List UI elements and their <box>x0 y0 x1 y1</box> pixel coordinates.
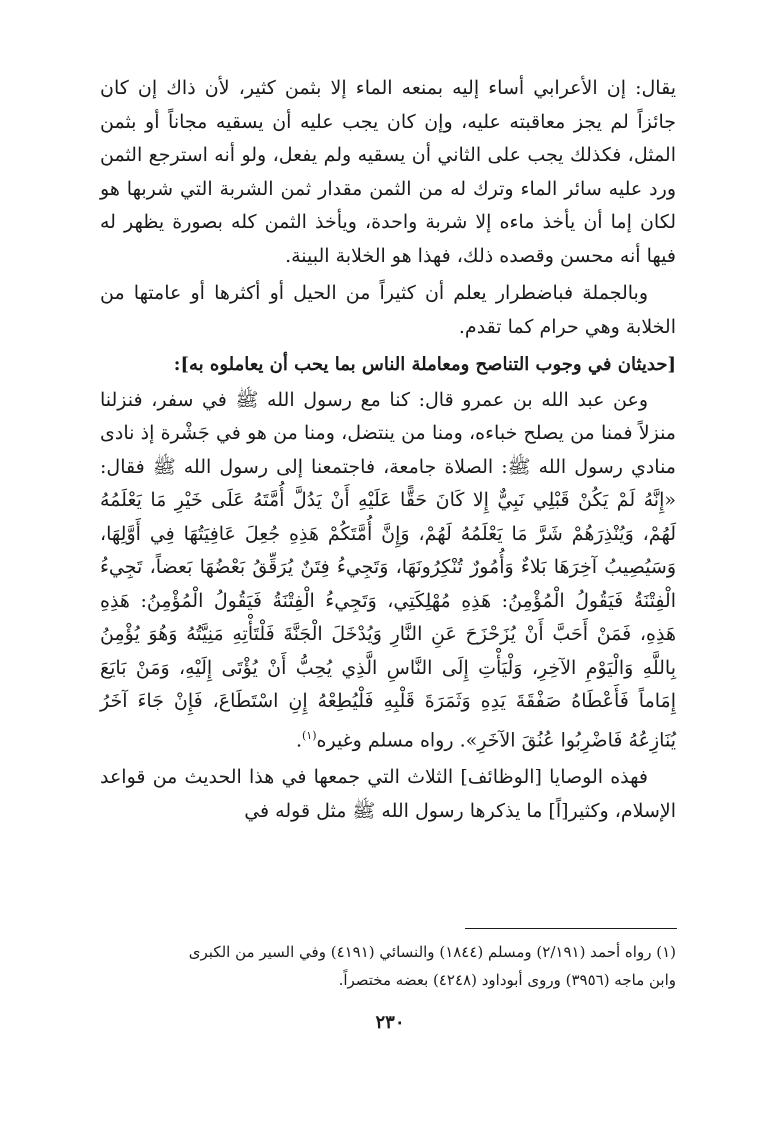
paragraph-4: فهذه الوصايا [الوظائف] الثلاث التي جمعها في هذا الحديث من قواعد الإسلام، وكثير[اً] ما يذكرها رسول الله ﷺ مثل قوله في <box>100 766 676 822</box>
main-text <box>100 72 676 828</box>
section-heading: [حديثان في وجوب التناصح ومعاملة الناس بما يحب أن يعاملوه به]: <box>173 354 676 375</box>
footnote-1-line-1: (١) رواه أحمد (٢/١٩١) ومسلم (١٨٤٤) والنسائي (٤١٩١) وفي السير من الكبرى <box>188 943 676 961</box>
hadith-text: وعن عبد الله بن عمرو قال: كنا مع رسول الله ﷺ في سفر، فنزلنا منزلاً فمنا من يصلح خباءه، ومنا من ينتضل، ومنا من هو في جَشْرة إذ نادى منادي رسول الله ﷺ: الصلاة جامعة، فاجتمعنا إلى رسول الله ﷺ فقال: «إِنَّهُ لَمْ يَكُنْ قَبْلِي نَبِيٌّ إِلا كَانَ حَقًّا عَلَيْهِ أَنْ يَدُلَّ أُمَّتَهُ عَلَى خَيْرِ مَا يَعْلَمُهُ لَهُمْ، وَيُنْذِرَهُمْ شَرَّ مَا يَعْلَمُهُ لَهُمْ، وَإِنَّ أُمَّتَكُمْ هَذِهِ جُعِلَ عَافِيَتُهَا فِي أَوَّلِهَا، وَسَيُصِيبُ آخِرَهَا بَلاءٌ وَأُمُورٌ تُنْكِرُونَهَا، وَتَجِيءُ فِتَنٌ يُرَقِّقُ بَعْضُهَا بَعضاً، تَجِيءُ الْفِتْنَةُ فَيَقُولُ الْمُؤْمِنُ: هَذِهِ مُهْلِكَتِي، وَتَجِيءُ الْفِتْنَةُ فَيَقُولُ الْمُؤْمِنُ: هَذِهِ هَذِهِ، فَمَنْ أَحَبَّ أَنْ يُزَحْزَحَ عَنِ النَّارِ وَيُدْخَلَ الْجَنَّةَ فَلْتَأْتِهِ مَنِيَّتُهُ وَهُوَ يُؤْمِنُ بِاللَّهِ وَالْيَوْمِ الآخِرِ، وَلْيَأْتِ إِلَى النَّاسِ الَّذِي يُحِبُّ أَنْ يُؤْتَى إِلَيْهِ، وَمَنْ بَايَعَ إِمَاماً فَأَعْطَاهُ صَفْقَةَ يَدِهِ وَثَمَرَةَ قَلْبِهِ فَلْيُطِعْهُ إِنِ اسْتَطَاعَ، فَإِنْ جَاءَ آخَرُ يُنَازِعُهُ فَاضْرِبُوا عُنُقَ الآخَرِ». رواه مسلم وغيره <box>100 388 676 751</box>
footnote-1-line-2: وابن ماجه (٣٩٥٦) وروى أبوداود (٤٢٤٨) بعضه مختصراً. <box>338 971 676 989</box>
footnotes <box>90 938 676 994</box>
paragraph-1: يقال: إن الأعرابي أساء إليه بمنعه الماء إلا بثمن كثير، لأن ذاك إن كان جائزاً لم يجز معاقبته عليه، وإن كان يجب عليه أن يسقيه مجاناً أو بثمن المثل، فكذلك يجب على الثاني أن يسقيه ولم يفعل، ولو أنه استرجع الثمن ورد عليه سائر الماء وترك له من الثمن مقدار ثمن الشربة التي شربها هو لكان إما أن يأخذ ماءه إلا شربة واحدة، ويأخذ الثمن كله بصورة يظهر له فيها أنه محسن وقصده ذلك، فهذا هو الخلابة البينة. <box>100 77 676 267</box>
page-number: ٢٣٠ <box>375 1012 405 1033</box>
footnote-marker: (١) <box>302 728 317 742</box>
hadith-text-end: . <box>295 728 302 751</box>
paragraph-3 <box>100 384 676 758</box>
paragraph-2: وبالجملة فباضطرار يعلم أن كثيراً من الحيل أو أكثرها أو عامتها من الخلابة وهي حرام كما تقدم. <box>100 282 676 338</box>
footnote-divider <box>465 928 677 929</box>
